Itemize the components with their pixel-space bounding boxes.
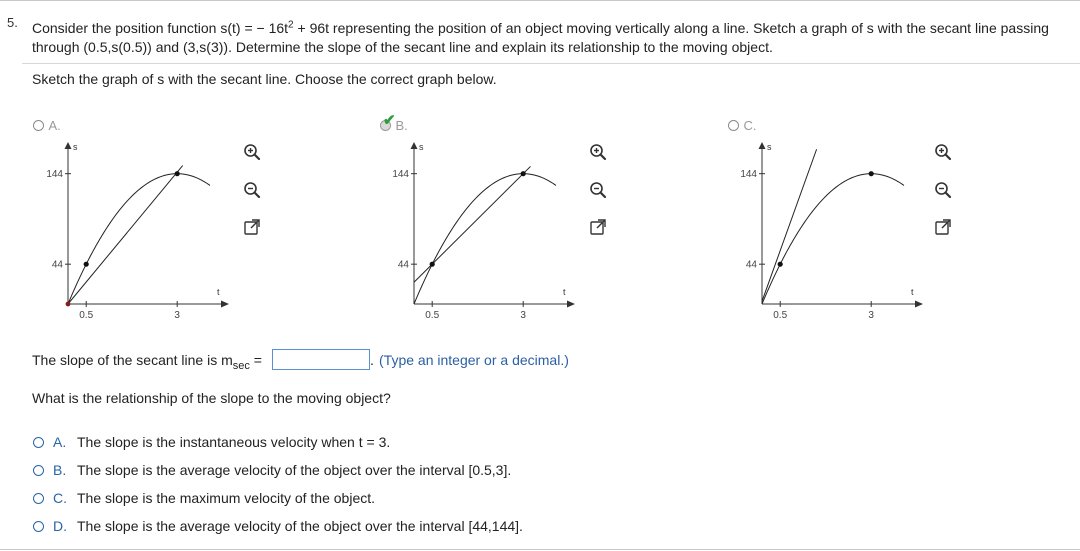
zoom-out-icon[interactable] (934, 181, 952, 199)
relationship-option-c[interactable] (33, 488, 375, 508)
relationship-option-b-radio[interactable] (33, 465, 44, 476)
open-new-window-icon[interactable] (589, 218, 607, 236)
y-axis-label: s (767, 142, 772, 152)
graph-a (30, 138, 240, 328)
slope-label-sub: sec (232, 359, 250, 372)
zoom-in-icon[interactable] (589, 143, 607, 161)
x-tick-label: 3 (520, 310, 526, 321)
question-number: 5. (7, 15, 18, 30)
x-tick-label: 0.5 (773, 310, 788, 321)
graph-option-b-label: B. (395, 118, 408, 133)
question-text-exponent: 2 (288, 19, 294, 31)
curve-point (521, 171, 526, 176)
answer-format-hint: (Type an integer or a decimal.) (379, 352, 569, 368)
slope-label-eq: = (249, 352, 262, 368)
x-axis-label: t (217, 287, 220, 297)
relationship-option-d-letter: D. (53, 518, 67, 534)
relationship-option-b[interactable] (33, 460, 511, 480)
x-tick-label: 3 (868, 310, 874, 321)
zoom-out-icon[interactable] (589, 181, 607, 199)
x-tick-label: 0.5 (79, 310, 94, 321)
graph-b (376, 138, 586, 328)
y-tick-label: 144 (46, 169, 63, 181)
x-axis-arrow-icon (915, 301, 923, 308)
graph-option-a-label: A. (48, 118, 61, 133)
slope-label (32, 352, 262, 372)
position-curve (762, 174, 904, 304)
relationship-question: What is the relationship of the slope to the moving object? (32, 390, 391, 406)
relationship-option-b-letter: B. (53, 462, 67, 478)
curve-point (778, 262, 783, 267)
x-tick-label: 0.5 (425, 310, 440, 321)
relationship-option-a-letter: A. (53, 434, 67, 450)
zoom-in-icon[interactable] (243, 143, 261, 161)
relationship-option-c-radio[interactable] (33, 493, 44, 504)
divider (22, 63, 1080, 64)
relationship-option-d[interactable] (33, 516, 523, 536)
x-axis-arrow-icon (221, 301, 229, 308)
curve-point (430, 262, 435, 267)
graph-option-c-radio[interactable] (728, 120, 739, 131)
relationship-option-c-letter: C. (53, 490, 67, 506)
relationship-option-c-text: The slope is the maximum velocity of the object. (77, 490, 376, 506)
open-new-window-icon[interactable] (243, 218, 261, 236)
answer-box-period: . (370, 352, 374, 368)
relationship-option-d-radio[interactable] (33, 521, 44, 532)
slope-answer-input[interactable] (272, 349, 370, 370)
secant-line (762, 149, 817, 301)
curve-point (84, 262, 89, 267)
y-tick-label: 44 (51, 259, 63, 271)
y-axis-label: s (73, 142, 78, 152)
relationship-option-d-text: The slope is the average velocity of the object over the interval [44,144]. (77, 518, 523, 534)
graph-option-b[interactable] (380, 112, 408, 135)
y-axis-arrow-icon (759, 142, 766, 149)
relationship-option-b-text: The slope is the average velocity of the object over the interval [0.5,3]. (77, 462, 512, 478)
graph-option-c[interactable] (728, 117, 756, 135)
top-rule (0, 0, 1080, 1)
y-tick-label: 144 (740, 169, 757, 181)
x-tick-label: 3 (174, 310, 180, 321)
relationship-option-a-radio[interactable] (33, 437, 44, 448)
slope-label-main: The slope of the secant line is m (32, 352, 233, 368)
y-axis-arrow-icon (411, 142, 418, 149)
graph-option-a[interactable] (33, 117, 61, 135)
curve-point (869, 171, 874, 176)
position-curve (414, 174, 556, 304)
correct-check-icon: ✔ (383, 112, 396, 129)
question-text-part2: + 96t representing the position of an object moving vertically along a line. Sketch a graph of s with the secant line passing through (0.5,s(0.5)) and (3,s(3)). Determine the slope of the secant line and explain its relationship to the moving object. (32, 20, 1049, 55)
graph-prompt: Sketch the graph of s with the secant line. Choose the correct graph below. (32, 71, 497, 87)
graph-c (724, 138, 934, 328)
y-axis-label: s (419, 142, 424, 152)
x-axis-label: t (563, 287, 566, 297)
question-text (32, 19, 1062, 57)
y-tick-label: 144 (392, 169, 409, 181)
relationship-option-a-text: The slope is the instantaneous velocity when t = 3. (77, 434, 391, 450)
zoom-out-icon[interactable] (243, 181, 261, 199)
x-axis-arrow-icon (567, 301, 575, 308)
open-new-window-icon[interactable] (934, 218, 952, 236)
secant-line (68, 166, 183, 304)
bottom-rule (0, 549, 1080, 550)
y-tick-label: 44 (397, 259, 409, 271)
origin-point (66, 302, 71, 307)
curve-point (175, 171, 180, 176)
y-tick-label: 44 (745, 259, 757, 271)
graph-option-a-radio[interactable] (33, 120, 44, 131)
y-axis-arrow-icon (65, 142, 72, 149)
x-axis-label: t (911, 287, 914, 297)
zoom-in-icon[interactable] (934, 143, 952, 161)
relationship-option-a[interactable] (33, 432, 390, 452)
question-text-part1: Consider the position function s(t) = − 16t (32, 20, 289, 36)
position-curve (68, 174, 210, 304)
graph-option-c-label: C. (743, 118, 757, 133)
